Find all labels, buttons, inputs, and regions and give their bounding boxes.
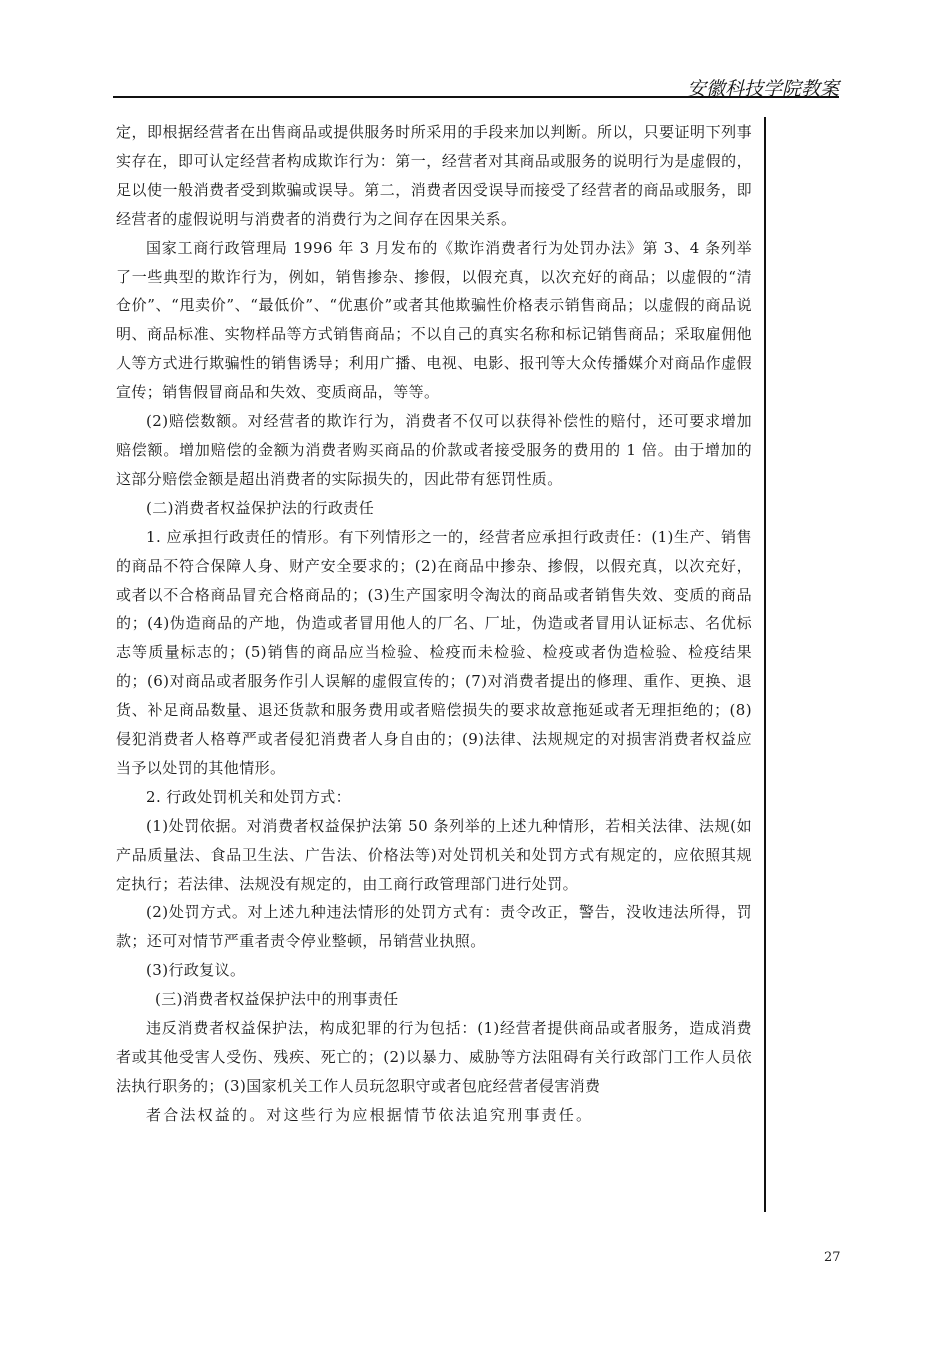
paragraph: 者合法权益的。对这些行为应根据情节依法追究刑事责任。 xyxy=(146,1105,594,1124)
right-margin-rule xyxy=(764,117,766,1212)
paragraph: 定，即根据经营者在出售商品或提供服务时所采用的手段来加以判断。所以，只要证明下列事实存在，即可认定经营者构成欺诈行为：第一，经营者对其商品或服务的说明行为是虚假的，足以使一般消费者受到欺骗或误导。第二，消费者因受误导而接受了经营者的商品或服务，即经营者的虚假说明与消费者的消费行为之间存在因果关系。 xyxy=(116,123,752,228)
section-heading: (三)消费者权益保护法中的刑事责任 xyxy=(155,990,399,1009)
subsection-heading: 2. 行政处罚机关和处罚方式： xyxy=(146,787,352,806)
page-number: 27 xyxy=(824,1250,841,1265)
paragraph: (1)处罚依据。对消费者权益保护法第 50 条列举的上述九种情形，若相关法律、法规(如产品质量法、食品卫生法、广告法、价格法等)对处罚机关和处罚方式有规定的，应依照其规定执行；若法律、法规没有规定的，由工商行政管理部门进行处罚。 xyxy=(116,816,752,893)
paragraph: (2)处罚方式。对上述九种违法情形的处罚方式有：责令改正，警告，没收违法所得，罚款；还可对情节严重者责令停业整顿，吊销营业执照。 xyxy=(116,903,752,951)
paragraph: 国家工商行政管理局 1996 年 3 月发布的《欺诈消费者行为处罚办法》第 3、4 条列举了一些典型的欺诈行为，例如，销售掺杂、掺假，以假充真，以次充好的商品；以虚假的“清仓价”、“甩卖价”、“最低价”、“优惠价”或者其他欺骗性价格表示销售商品；以虚假的商品说明、商品标准、实物样品等方式销售商品；不以自己的真实名称和标记销售商品；采取雇佣他人等方式进行欺骗性的销售诱导；利用广播、电视、电影、报刊等大众传播媒介对商品作虚假宣传；销售假冒商品和失效、变质商品，等等。 xyxy=(116,238,752,402)
paragraph: (2)赔偿数额。对经营者的欺诈行为，消费者不仅可以获得补偿性的赔付，还可要求增加赔偿额。增加赔偿的金额为消费者购买商品的价款或者接受服务的费用的 1 倍。由于增加的这部分赔偿金额是超出消费者的实际损失的，因此带有惩罚性质。 xyxy=(116,412,752,488)
section-heading: (二)消费者权益保护法的行政责任 xyxy=(146,498,375,517)
document-header-title: 安徽科技学院教案 xyxy=(686,78,839,100)
paragraph: (3)行政复议。 xyxy=(146,961,246,980)
body-text xyxy=(116,118,752,1130)
paragraph: 违反消费者权益保护法，构成犯罪的行为包括：(1)经营者提供商品或者服务，造成消费者或其他受害人受伤、残疾、死亡的；(2)以暴力、威胁等方法阻碍有关行政部门工作人员依法执行职务的；(3)国家机关工作人员玩忽职守或者包庇经营者侵害消费 xyxy=(116,1019,752,1095)
paragraph: 1. 应承担行政责任的情形。有下列情形之一的，经营者应承担行政责任：(1)生产、销售的商品不符合保障人身、财产安全要求的；(2)在商品中掺杂、掺假，以假充真，以次充好，或者以不合格商品冒充合格商品的；(3)生产国家明令淘汰的商品或者销售失效、变质的商品的；(4)伪造商品的产地，伪造或者冒用他人的厂名、厂址，伪造或者冒用认证标志、名优标志等质量标志的；(5)销售的商品应当检验、检疫而未检验、检疫或者伪造检验、检疫结果的；(6)对商品或者服务作引人误解的虚假宣传的；(7)对消费者提出的修理、重作、更换、退货、补足商品数量、退还货款和服务费用或者赔偿损失的要求故意拖延或者无理拒绝的；(8)侵犯消费者人格尊严或者侵犯消费者人身自由的；(9)法律、法规规定的对损害消费者权益应当予以处罚的其他情形。 xyxy=(116,527,752,777)
header-divider xyxy=(113,96,839,98)
